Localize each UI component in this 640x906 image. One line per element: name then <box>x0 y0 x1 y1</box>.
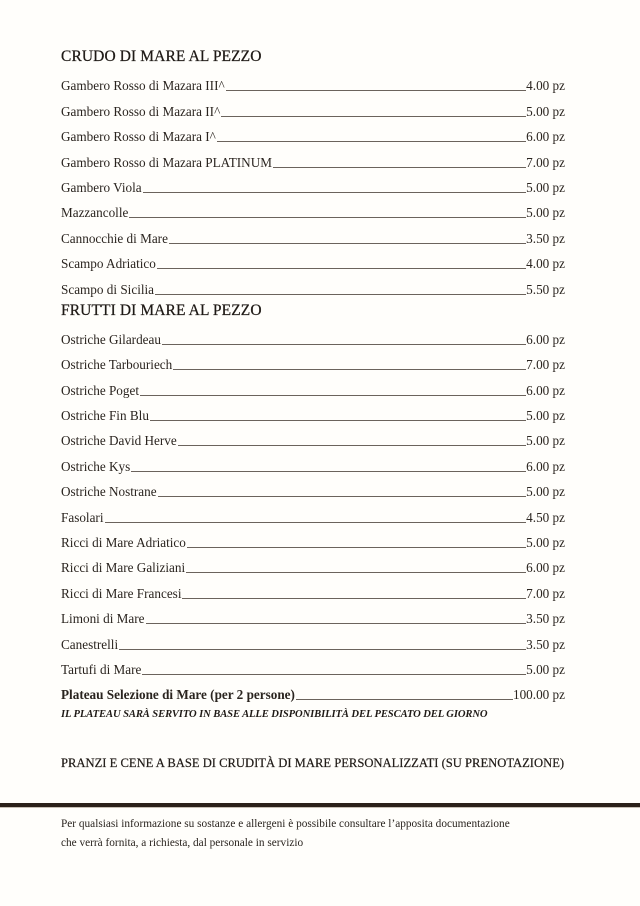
item-name: Gambero Rosso di Mazara I^ <box>61 129 216 145</box>
item-name: Mazzancolle <box>61 205 129 221</box>
menu-item-row <box>61 500 565 525</box>
dot-leader <box>178 445 526 446</box>
dot-leader <box>158 496 527 497</box>
item-name: Gambero Rosso di Mazara III^ <box>61 78 225 94</box>
menu-item-row <box>61 221 565 246</box>
section-title: CRUDO DI MARE AL PEZZO <box>61 48 262 65</box>
item-price: 5.00 pz <box>526 103 565 119</box>
menu-item-row <box>61 627 565 652</box>
reservation-banner: PRANZI E CENE A BASE DI CRUDITÀ DI MARE PERSONALIZZATI (SU PRENOTAZIONE) <box>61 756 565 770</box>
menu-item-row <box>61 145 565 170</box>
menu-item-row <box>61 551 565 576</box>
item-list <box>61 323 565 678</box>
item-name: Scampo di Sicilia <box>61 281 155 297</box>
item-name: Ricci di Mare Francesi <box>61 585 182 601</box>
item-name: Ostriche Kys <box>61 458 131 474</box>
section-frutti <box>61 298 565 678</box>
item-price: 3.50 pz <box>526 611 565 627</box>
menu-item-row <box>61 348 565 373</box>
section-title: FRUTTI DI MARE AL PEZZO <box>61 301 262 319</box>
dot-leader <box>155 294 526 295</box>
footer-line: Per qualsiasi informazione su sostanze e allergeni è possibile consultare l’apposita documentazione <box>61 818 510 830</box>
dot-leader <box>146 623 527 624</box>
menu-content <box>61 44 565 720</box>
dot-leader <box>140 395 526 396</box>
menu-item-row <box>61 323 565 348</box>
menu-item-row <box>61 196 565 221</box>
item-price: 5.00 pz <box>526 179 565 195</box>
dot-leader <box>296 699 513 700</box>
footer-line: che verrà fornita, a richiesta, dal personale in servizio <box>61 837 304 849</box>
menu-item-row <box>61 653 565 678</box>
item-list <box>61 69 565 298</box>
item-price: 5.00 pz <box>526 484 565 500</box>
item-name: Gambero Rosso di Mazara PLATINUM <box>61 154 272 170</box>
item-name: Plateau Selezione di Mare (per 2 persone) <box>61 687 295 703</box>
dot-leader <box>217 141 526 142</box>
menu-item-row <box>61 272 565 297</box>
menu-item-row <box>61 171 565 196</box>
item-name: Tartufi di Mare <box>61 661 142 677</box>
dot-leader <box>187 547 526 548</box>
item-price: 3.50 pz <box>526 636 565 652</box>
item-name: Ricci di Mare Adriatico <box>61 535 186 551</box>
menu-item-row <box>61 576 565 601</box>
plateau-note: IL PLATEAU SARÀ SERVITO IN BASE ALLE DISPONIBILITÀ DEL PESCATO DEL GIORNO <box>61 709 488 721</box>
item-price: 7.00 pz <box>526 154 565 170</box>
item-name: Ostriche Poget <box>61 382 140 398</box>
item-name: Gambero Viola <box>61 179 142 195</box>
item-price: 5.00 pz <box>526 661 565 677</box>
item-price: 4.50 pz <box>526 509 565 525</box>
item-name: Ostriche Gilardeau <box>61 331 161 347</box>
menu-item-row <box>61 526 565 551</box>
menu-item-row <box>61 475 565 500</box>
item-price: 7.00 pz <box>526 357 565 373</box>
item-name: Cannocchie di Mare <box>61 230 168 246</box>
item-price: 5.00 pz <box>526 433 565 449</box>
dot-leader <box>129 217 526 218</box>
item-price: 6.00 pz <box>526 382 565 398</box>
menu-item-row <box>61 247 565 272</box>
menu-item-row <box>61 399 565 424</box>
item-name: Ostriche Fin Blu <box>61 408 149 424</box>
item-price: 6.00 pz <box>526 331 565 347</box>
item-name: Ostriche David Herve <box>61 433 177 449</box>
item-name: Fasolari <box>61 509 104 525</box>
item-price: 5.00 pz <box>526 408 565 424</box>
item-price: 4.00 pz <box>526 256 565 272</box>
item-price: 7.00 pz <box>526 585 565 601</box>
dot-leader <box>273 167 526 168</box>
item-price: 5.00 pz <box>526 205 565 221</box>
dot-leader <box>182 598 526 599</box>
item-price: 5.00 pz <box>526 535 565 551</box>
item-price: 6.00 pz <box>526 129 565 145</box>
item-name: Limoni di Mare <box>61 611 145 627</box>
menu-item-row <box>61 373 565 398</box>
dot-leader <box>142 674 526 675</box>
dot-leader <box>162 344 526 345</box>
item-price: 6.00 pz <box>526 560 565 576</box>
divider-shadow <box>0 807 640 808</box>
dot-leader <box>169 243 526 244</box>
item-price: 4.00 pz <box>526 78 565 94</box>
item-name: Gambero Rosso di Mazara II^ <box>61 103 221 119</box>
dot-leader <box>186 572 526 573</box>
item-price: 5.50 pz <box>526 281 565 297</box>
menu-item-row <box>61 602 565 627</box>
dot-leader <box>105 522 527 523</box>
item-name: Ricci di Mare Galiziani <box>61 560 186 576</box>
menu-item-row <box>61 94 565 119</box>
dot-leader <box>150 420 526 421</box>
dot-leader <box>221 116 526 117</box>
menu-item-row <box>61 120 565 145</box>
dot-leader <box>226 90 527 91</box>
item-price: 6.00 pz <box>526 458 565 474</box>
dot-leader <box>157 268 526 269</box>
dot-leader <box>143 192 527 193</box>
plateau-row <box>61 678 565 703</box>
menu-item-row <box>61 424 565 449</box>
item-name: Ostriche Tarbouriech <box>61 357 173 373</box>
section-crudo <box>61 44 565 298</box>
dot-leader <box>173 369 526 370</box>
menu-item-row <box>61 69 565 94</box>
menu-item-row <box>61 449 565 474</box>
allergen-footer <box>61 815 510 853</box>
item-price: 3.50 pz <box>526 230 565 246</box>
item-name: Scampo Adriatico <box>61 256 156 272</box>
dot-leader <box>131 471 526 472</box>
item-price: 100.00 pz <box>512 687 565 703</box>
item-name: Ostriche Nostrane <box>61 484 157 500</box>
dot-leader <box>119 649 526 650</box>
item-name: Canestrelli <box>61 636 119 652</box>
